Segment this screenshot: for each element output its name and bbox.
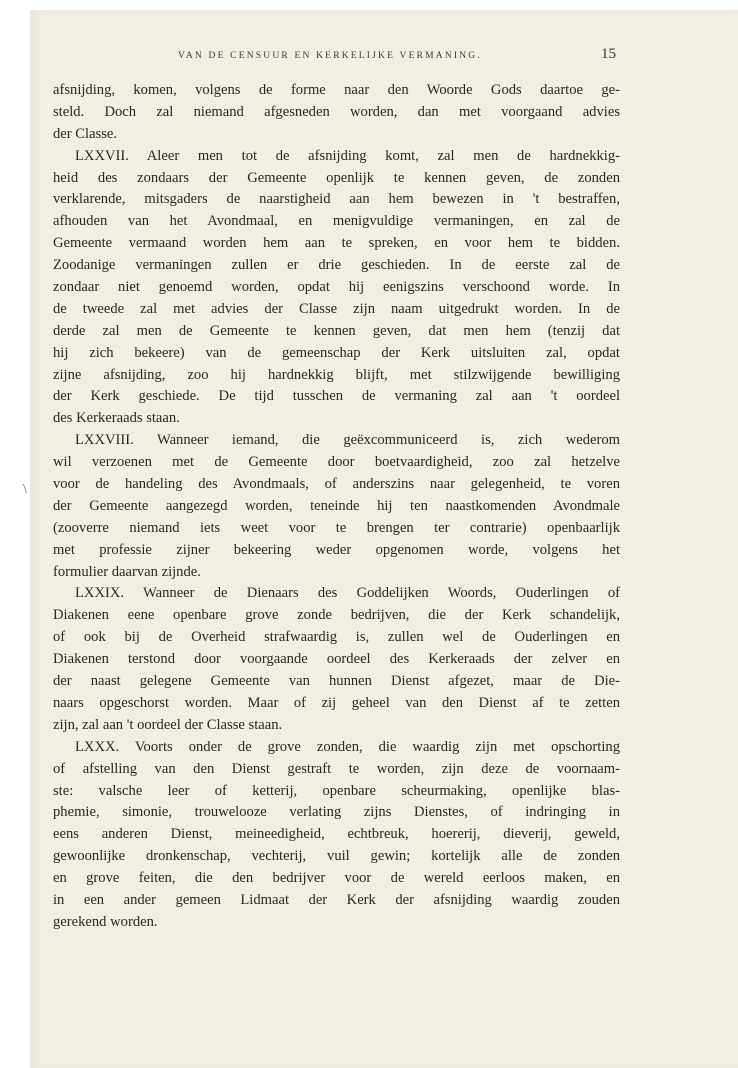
article-lxxvii-start: LXXVII. Aleer men tot de afsnijding komt, zal men de hardnekkig- — [75, 147, 620, 164]
text-line: der Classe. — [53, 125, 118, 142]
text-line: (zooverre niemand iets weet voor te brengen ter contrarie) openbaarlijk — [53, 519, 620, 536]
text-line: der naast gelegene Gemeente van hunnen Dienst afgezet, maar de Die- — [53, 673, 620, 690]
text-line: Gemeente vermaand worden hem aan te spreken, en voor hem te bidden. — [53, 235, 620, 252]
text-line: wil verzoenen met de Gemeente door boetvaardigheid, zoo zal hetzelve — [53, 454, 620, 471]
text-line: zijne afsnijding, zoo hij hardnekkig blijft, met stilzwijgende bewilliging — [53, 366, 620, 383]
text-line: of afstelling van den Dienst gestraft te worden, zijn deze de voornaam- — [53, 760, 620, 777]
text-line: heid des zondaars der Gemeente openlijk te kennen geven, de zonden — [53, 169, 620, 186]
article-lxxviii-start: LXXVIII. Wanneer iemand, die geëxcommuniceerd is, zich wederom — [75, 432, 620, 449]
text-line: derde zal men de Gemeente te kennen geven, dat men hem (tenzij dat — [53, 322, 620, 339]
text-line: gewoonlijke dronkenschap, vechterij, vuil gewin; kortelijk alle de zonden — [53, 848, 620, 865]
text-line: der Kerk geschiede. De tijd tusschen de vermaning zal aan 't oordeel — [53, 388, 620, 405]
text-line: met professie zijner bekeering weder opgenomen worde, volgens het — [53, 541, 620, 558]
text-line: zondaar niet genoemd worden, opdat hij eenigszins verschoond worde. In — [53, 279, 620, 296]
text-line: verklarende, mitsgaders de naarstigheid aan hem bewezen in 't bestraffen, — [53, 191, 620, 208]
running-title: VAN DE CENSUUR EN KERKELIJKE VERMANING. — [178, 51, 482, 61]
text-line: hij zich bekeere) van de gemeenschap der Kerk uitsluiten zal, opdat — [53, 344, 620, 361]
text-line: afsnijding, komen, volgens de forme naar den Woorde Gods daartoe ge- — [53, 82, 620, 98]
text-line: eens anderen Dienst, meineedigheid, echtbreuk, hoererij, dieverij, geweld, — [53, 826, 620, 843]
text-line: Zoodanige vermaningen zullen er drie geschieden. In de eerste zal de — [53, 257, 620, 274]
text-line: Diakenen eene openbare grove zonde bedrijven, die der Kerk schandelijk, — [53, 607, 620, 624]
text-line: afhouden van het Avondmaal, en menigvuldige vermaningen, en zal de — [53, 213, 620, 230]
article-lxxx-start: LXXX. Voorts onder de grove zonden, die waardig zijn met opschorting — [75, 738, 620, 755]
text-line: naars opgeschorst worden. Maar of zij geheel van den Dienst af te zetten — [53, 694, 620, 711]
text-line: Diakenen terstond door voorgaande oordeel des Kerkeraads der zelver en — [53, 651, 620, 668]
scanned-page — [23, 10, 738, 1068]
text-line: formulier daarvan zijnde. — [53, 563, 201, 580]
text-line: steld. Doch zal niemand afgesneden worden, dan met voorgaand advies — [53, 103, 620, 120]
text-line: de tweede zal met advies der Classe zijn naam uitgedrukt worden. In de — [53, 300, 620, 317]
article-lxxix-start: LXXIX. Wanneer de Dienaars des Goddelijken Woords, Ouderlingen of — [75, 585, 620, 602]
text-line: in een ander gemeen Lidmaat der Kerk der afsnijding waardig zouden — [53, 891, 620, 908]
text-line: gerekend worden. — [53, 913, 158, 930]
body-text — [53, 80, 620, 934]
text-line: des Kerkeraads staan. — [53, 410, 180, 427]
page-number: 15 — [601, 46, 616, 62]
text-line: der Gemeente aangezegd worden, teneinde hij ten naastkomenden Avondmale — [53, 497, 620, 514]
text-line: phemie, simonie, trouwelooze verlating zijns Dienstes, of indringing in — [53, 804, 620, 821]
text-line: zijn, zal aan 't oordeel der Classe staan. — [53, 716, 283, 733]
text-line: ste: valsche leer of ketterij, openbare scheurmaking, openlijke blas- — [53, 782, 620, 799]
margin-mark: \ — [23, 482, 27, 497]
text-line: voor de handeling des Avondmaals, of anderszins naar gelegenheid, te voren — [53, 476, 620, 493]
text-line: en grove feiten, die den bedrijver voor de wereld eerloos maken, en — [53, 870, 620, 887]
text-line: of ook bij de Overheid strafwaardig is, zullen wel de Ouderlingen en — [53, 629, 620, 646]
